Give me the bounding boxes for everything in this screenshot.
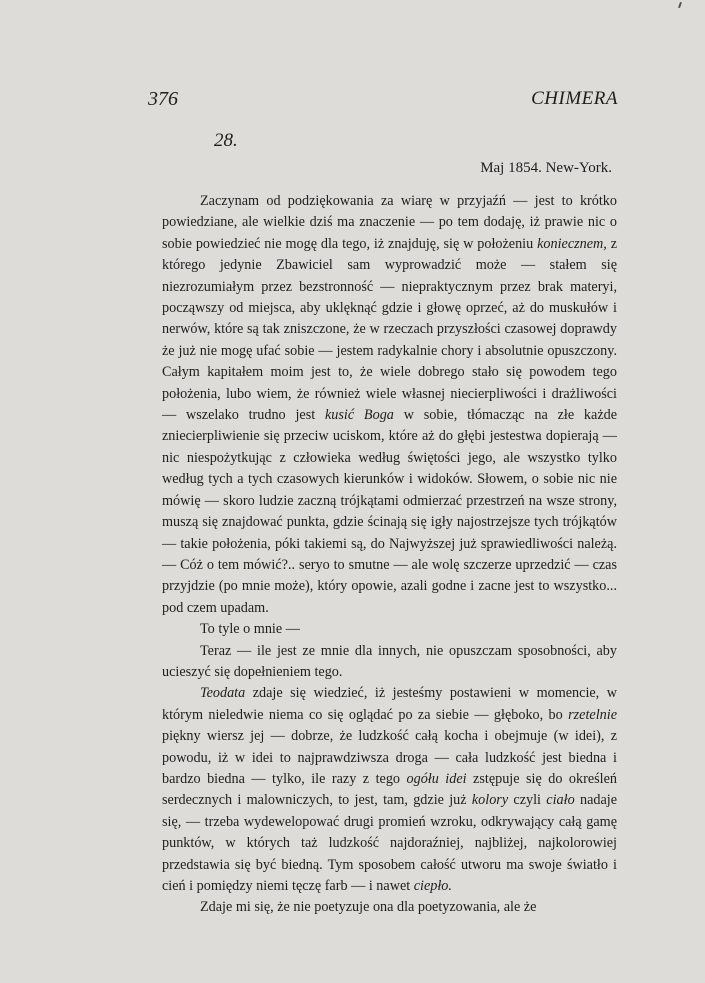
emphasis: koniecznem, — [537, 235, 607, 252]
page-header — [148, 88, 618, 112]
emphasis: rzetelnie — [568, 706, 617, 723]
running-head: CHIMERA — [531, 88, 618, 109]
text-run: Zaczynam od podziękowania za wiarę w przyjaźń — jest to krótko powiedziane, ale wielkie dziś ma znaczenie — po tem dodaję, iż prawie nic o sobie powiedzieć nie mogę dla tego, iż znajduję, się w położeniu — [162, 193, 617, 252]
text-run: nadaje się, — trzeba wydewelopować drugi promień wzroku, odkrywający całą gamę punktów, w których taż ludzkość najdoraźniej, najbliżej, najkolorowiej przedstawia się być biedną. Tym sposobem całość utworu ma swoje światło i cień i pomiędzy niemi tęczę farb — i nawet — [162, 792, 617, 894]
text-run: zstępuje się do określeń serdecznych i malowniczych, to jest, tam, gdzie już — [162, 770, 617, 809]
paragraph-2: To tyle o mnie — — [200, 621, 300, 638]
text-run: w sobie, tłómacząc na złe każde zniecierpliwienie się przeciw uciskom, które aż do głębi jestestwa dopierają — nic niespożytkując z człowieka według świętości jego, ale wszystko tylko według tych a tych czasowych kierunków i widoków. Słowem, o sobie nic nie mówię — skoro ludzie zaczną trójkątami odmierzać przestrzeń na wsze strony, muszą się znajdować punkta, gdzie ścinają się igły najostrzejsze tych trójkątów — takie położenia, póki takiemi są, do Najwyższej już sprawiedliwości należą. — Cóż o tem mówić?.. seryo to smutne — ale wolę szczerze uprzedzić — czas przyjdzie (po mnie może), który opowie, azali godne i zacne jest to wszystko... pod czem upadam. — [162, 407, 618, 616]
emphasis: Teodata — [200, 685, 246, 702]
margin-mark — [678, 2, 682, 8]
paragraph-1 — [162, 191, 617, 619]
emphasis: ogółu idei — [406, 770, 467, 787]
dateline: Maj 1854. New-York. — [480, 160, 612, 176]
emphasis: kusić Boga — [324, 407, 394, 424]
text-run: z którego jedynie Zbawiciel sam wyprowadzić może — stałem się niezrozumiałym przez bezstronność — niepraktycznym przez brak materyi, począwszy od miejsca, aby uklęknąć gdzie i głowę oprzeć, aż do muskułów i nerwów, które są tak zniszczone, że w rzeczach przyszłości czasowej doprawdy że już nie mogę ufać sobie — jestem radykalnie chory i absolutnie opuszczony. Całym kapitałem moim jest to, że wiele dobrego stało się powodem tego położenia, lubo wiem, że również wiele własnej niecierpliwości i drażliwości — wszelako trudno jest — [162, 235, 617, 424]
text-run: zdaje się wiedzieć, iż jesteśmy postawieni w momencie, w którym nieledwie niema co się oglądać po za siebie — głęboko, bo — [162, 685, 617, 723]
text-run: piękny wiersz jej — dobrze, że ludzkość całą kocha i obejmuje (w idei), z powodu, iż w idei to najprawdziwsza droga — cała ludzkość jest biedna i bardzo biedna — tylko, ile razy z tego — [162, 728, 617, 787]
emphasis: ciepło. — [413, 878, 452, 894]
page-number: 376 — [148, 88, 178, 110]
letter-number: 28. — [214, 130, 238, 151]
paragraph-3: Teraz — ile jest ze mnie dla innych, nie opuszczam sposobności, aby ucieszyć się dopełnieniem tego. — [162, 642, 617, 680]
paragraph-5: Zdaje mi się, że nie poetyzuje ona dla poetyzowania, ale że — [200, 899, 537, 916]
paragraph-4 — [162, 683, 617, 897]
letter-body — [162, 191, 617, 919]
emphasis: ciało — [546, 792, 575, 809]
text-run: czyli — [508, 792, 547, 809]
emphasis: kolory — [471, 792, 509, 809]
